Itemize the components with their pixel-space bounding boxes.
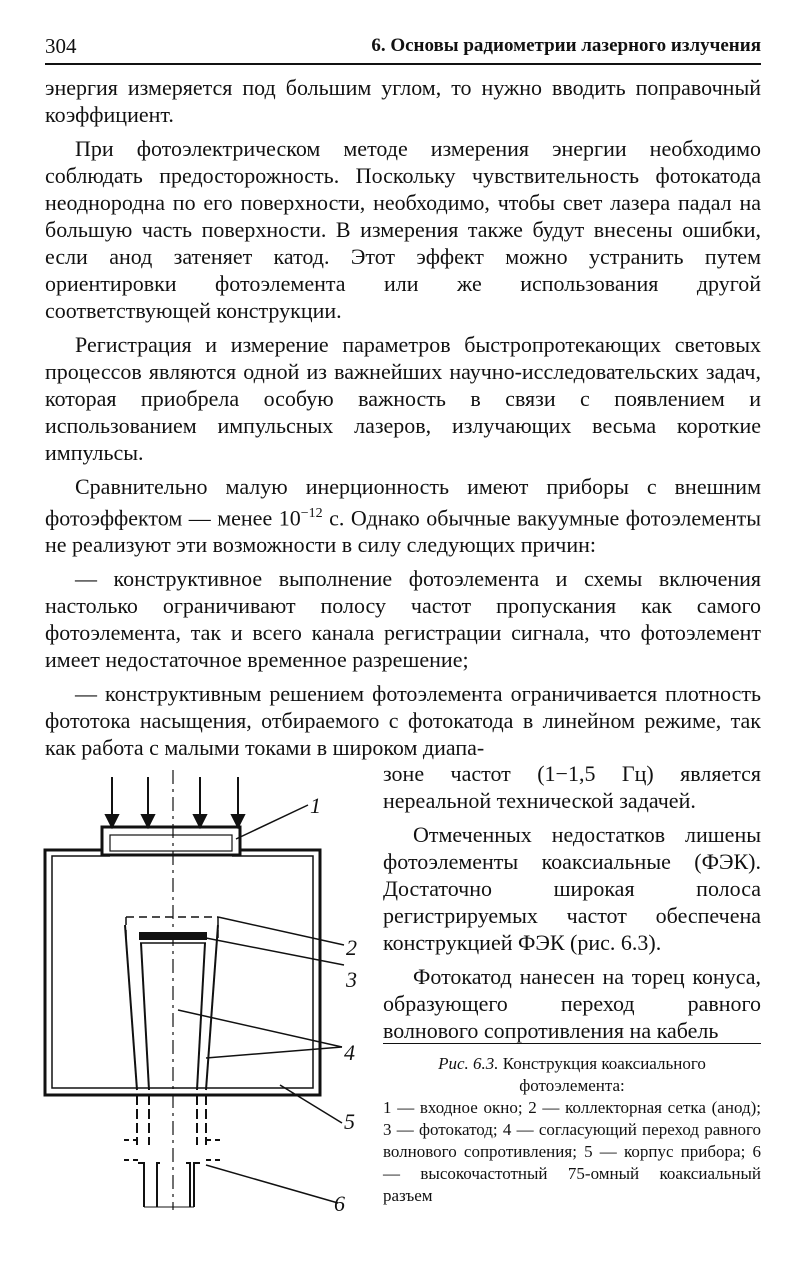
device-body [45, 850, 320, 1095]
list-item: — конструктивное выполнение фотоэлемента и схемы включения настолько ограничивают полосу частот пропускания как самого фотоэлемента, так и всего канала регистрации сигнала, что фотоэлемент имеет недостаточное временное разрешение; [45, 566, 761, 673]
figure-caption [383, 1053, 761, 1207]
paragraph: Фотокатод нанесен на торец конуса, образующего переход равного волнового сопротивления на кабель [383, 964, 761, 1043]
text-segment: с. Однако обычные вакуумные фотоэлементы не реализуют эти возможности в силу следующих причин: [45, 505, 762, 558]
figure-label-1: 1 [310, 793, 321, 818]
matching-cone [125, 925, 218, 1090]
caption-label: Рис. 6.3. [438, 1054, 499, 1073]
paragraph [45, 473, 761, 558]
paragraph: Отмеченных недостатков лишены фотоэлементы коаксиальные (ФЭК). Достаточно широкая полоса регистрируемых частот обеспечена конструкцией ФЭК (рис. 6.3). [383, 822, 761, 955]
figure-label-5: 5 [344, 1109, 355, 1134]
main-text [45, 74, 761, 768]
paragraph: При фотоэлектрическом методе измерения энергии необходимо соблюдать предосторожность. Поскольку чувствительность фотокатода неоднородна по его поверхности, необходимо, чтобы свет лазера падал на большую часть поверхности. В измерения также будут внесены ошибки, если анод затеняет катод. Этот эффект можно устранить путем ориентировки фотоэлемента или же использования другой соответствующей конструкции. [45, 136, 761, 323]
caption-title-line: фотоэлемента: [519, 1076, 625, 1095]
paragraph: зоне частот (1−1,5 Гц) является нереальной технической задачей. [383, 761, 761, 813]
caption-legend: 1 — входное окно; 2 — коллекторная сетка (анод); 3 — фотокатод; 4 — согласующий переход равного волнового сопротивления; 5 — корпус прибора; 6 — высокочастотный 75-омный коаксиальный разъем [383, 1098, 761, 1205]
figure-label-2: 2 [346, 935, 357, 960]
figure-label-3: 3 [346, 967, 357, 992]
paragraph: Регистрация и измерение параметров быстропротекающих световых процессов являются одной из важнейших научно-исследовательских задач, которая приобрела особую важность в связи с появлением и использованием импульсных лазеров, излучающих весьма короткие импульсы. [45, 332, 761, 465]
list-item: — конструктивным решением фотоэлемента ограничивается плотность фототока насыщения, отбираемого с фотокатода в линейном режиме, так как работа с малыми токами в широком диапа- [45, 681, 761, 761]
coaxial-photocell-diagram [40, 765, 370, 1215]
text-segment: Сравнительно малую инерционность имеют приборы с внешним фотоэффектом — менее 10 [45, 474, 761, 531]
superscript-exponent: −12 [300, 506, 323, 521]
incoming-light-arrows [106, 777, 244, 827]
header-rule [45, 63, 761, 65]
figure-label-4: 4 [344, 1040, 355, 1065]
figure-label-6: 6 [334, 1191, 345, 1215]
caption-title [383, 1053, 761, 1097]
page-header [45, 34, 761, 62]
chapter-title: 6. Основы радиометрии лазерного излучения [371, 35, 761, 56]
caption-rule [383, 1043, 761, 1044]
caption-title-line: Конструкция коаксиального [498, 1054, 706, 1073]
paragraph: энергия измеряется под большим углом, то нужно вводить поправочный коэффициент. [45, 75, 761, 127]
page-number: 304 [45, 34, 77, 58]
right-column-text [383, 760, 761, 1051]
